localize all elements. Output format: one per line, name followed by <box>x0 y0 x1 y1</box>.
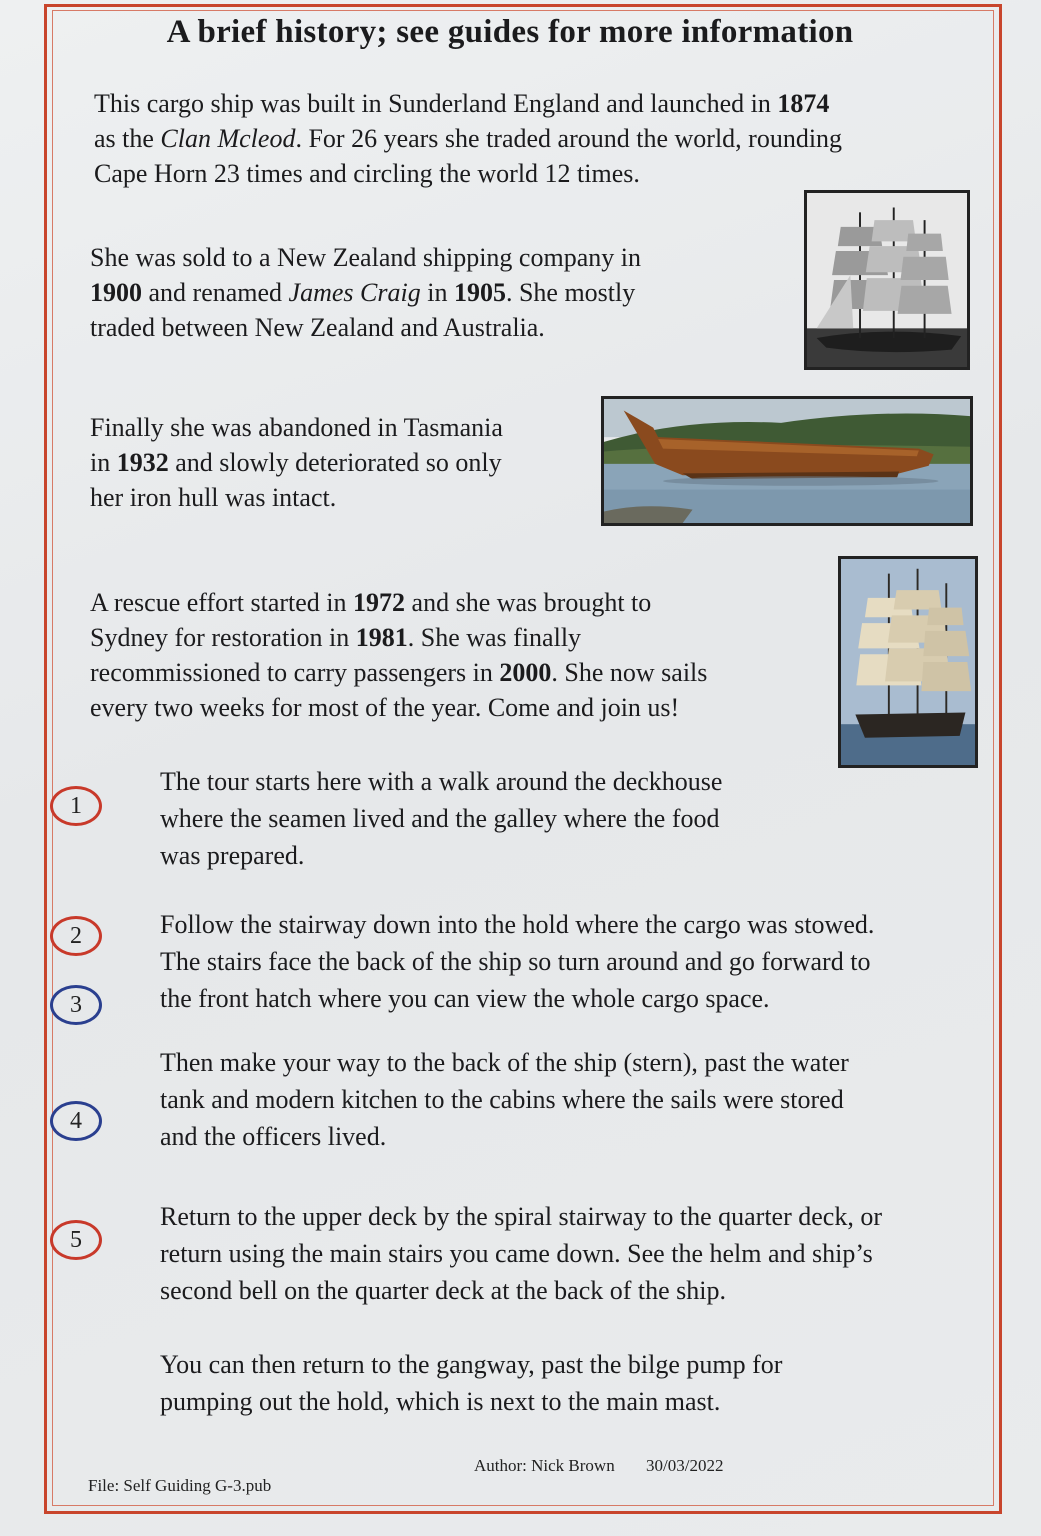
sailing-ship-image <box>807 193 967 367</box>
p4-text-g: every two weeks for most of the year. Come and join us! <box>90 693 680 722</box>
page-title: A brief history; see guides for more information <box>166 14 854 50</box>
p4-text-c: Sydney for restoration in <box>90 623 356 652</box>
p4-text-a: A rescue effort started in <box>90 588 354 617</box>
p4-text-d: . She was finally <box>407 623 582 652</box>
step-5-marker: 5 <box>50 1220 102 1260</box>
step-5-line-1: Return to the upper deck by the spiral stairway to the quarter deck, or <box>160 1202 882 1231</box>
p4-text-e: recommissioned to carry passengers in <box>90 658 500 687</box>
step-1-line-3: was prepared. <box>160 841 305 870</box>
p2-year-2: 1905 <box>453 278 506 307</box>
step-2-line-2: The stairs face the back of the ship so turn around and go forward to <box>160 947 871 976</box>
p2-text-c: in <box>420 278 454 307</box>
history-paragraph-3 <box>90 410 503 515</box>
step-2-3-text <box>160 906 874 1017</box>
step-2-marker: 2 <box>50 916 102 956</box>
step-4-text <box>160 1044 849 1155</box>
p2-year-1: 1900 <box>90 278 142 307</box>
p4-text-b: and she was brought to <box>405 588 652 617</box>
footer-author: Author: Nick Brown <box>474 1456 615 1475</box>
p4-year-1: 1972 <box>353 588 406 617</box>
p1-text-a: This cargo ship was built in Sunderland England and launched in <box>94 89 778 118</box>
p4-year-2: 1981 <box>355 623 408 652</box>
step-1-text <box>160 763 722 874</box>
history-paragraph-1 <box>94 86 842 191</box>
step-2-line-1: Follow the stairway down into the hold where the cargo was stowed. <box>160 910 875 939</box>
p2-text-d: . She mostly <box>505 278 636 307</box>
step-4-line-1: Then make your way to the back of the ship (stern), past the water <box>160 1048 849 1077</box>
step-5-line-3: second bell on the quarter deck at the back of the ship. <box>160 1276 727 1305</box>
restored-ship-image <box>841 559 975 765</box>
history-paragraph-2 <box>90 240 641 345</box>
p1-text-b: as the <box>94 124 161 153</box>
step-4-marker: 4 <box>50 1101 102 1141</box>
step-4-line-2: tank and modern kitchen to the cabins where the sails were stored <box>160 1085 844 1114</box>
history-paragraph-4 <box>90 585 707 725</box>
p2-text-b: and renamed <box>142 278 289 307</box>
step-5-line-2: return using the main stairs you came down. See the helm and ship’s <box>160 1239 873 1268</box>
closing-line-2: pumping out the hold, which is next to the main mast. <box>160 1387 721 1416</box>
abandoned-hull-image <box>604 399 970 523</box>
step-5-text <box>160 1198 882 1309</box>
step-1-marker: 1 <box>50 786 102 826</box>
p1-text-d: Cape Horn 23 times and circling the world 12 times. <box>94 159 640 188</box>
sailing-ship-photo <box>804 190 970 370</box>
footer-date: 30/03/2022 <box>646 1456 724 1475</box>
p3-text-c: and slowly deteriorated so only <box>168 448 502 477</box>
p1-ship-name: Clan Mcleod <box>160 124 296 153</box>
p2-text-a: She was sold to a New Zealand shipping company in <box>90 243 641 272</box>
p3-text-a: Finally she was abandoned in Tasmania <box>90 413 503 442</box>
closing-text <box>160 1346 782 1420</box>
step-1-line-1: The tour starts here with a walk around the deckhouse <box>160 767 723 796</box>
p1-year: 1874 <box>777 89 830 118</box>
step-2-line-3: the front hatch where you can view the whole cargo space. <box>160 984 770 1013</box>
p2-ship-name: James Craig <box>288 278 421 307</box>
p1-text-c: . For 26 years she traded around the world, rounding <box>295 124 843 153</box>
step-1-line-2: where the seamen lived and the galley where the food <box>160 804 720 833</box>
step-4-line-3: and the officers lived. <box>160 1122 387 1151</box>
p4-text-f: . She now sails <box>551 658 708 687</box>
p3-text-b: in <box>90 448 117 477</box>
restored-ship-photo <box>838 556 978 768</box>
closing-line-1: You can then return to the gangway, past the bilge pump for <box>160 1350 783 1379</box>
step-3-marker: 3 <box>50 985 102 1025</box>
footer-file: File: Self Guiding G-3.pub <box>88 1476 272 1495</box>
p2-text-e: traded between New Zealand and Australia. <box>90 313 545 342</box>
p4-year-3: 2000 <box>499 658 552 687</box>
abandoned-hull-photo <box>601 396 973 526</box>
p3-text-d: her iron hull was intact. <box>90 483 337 512</box>
p3-year: 1932 <box>116 448 169 477</box>
